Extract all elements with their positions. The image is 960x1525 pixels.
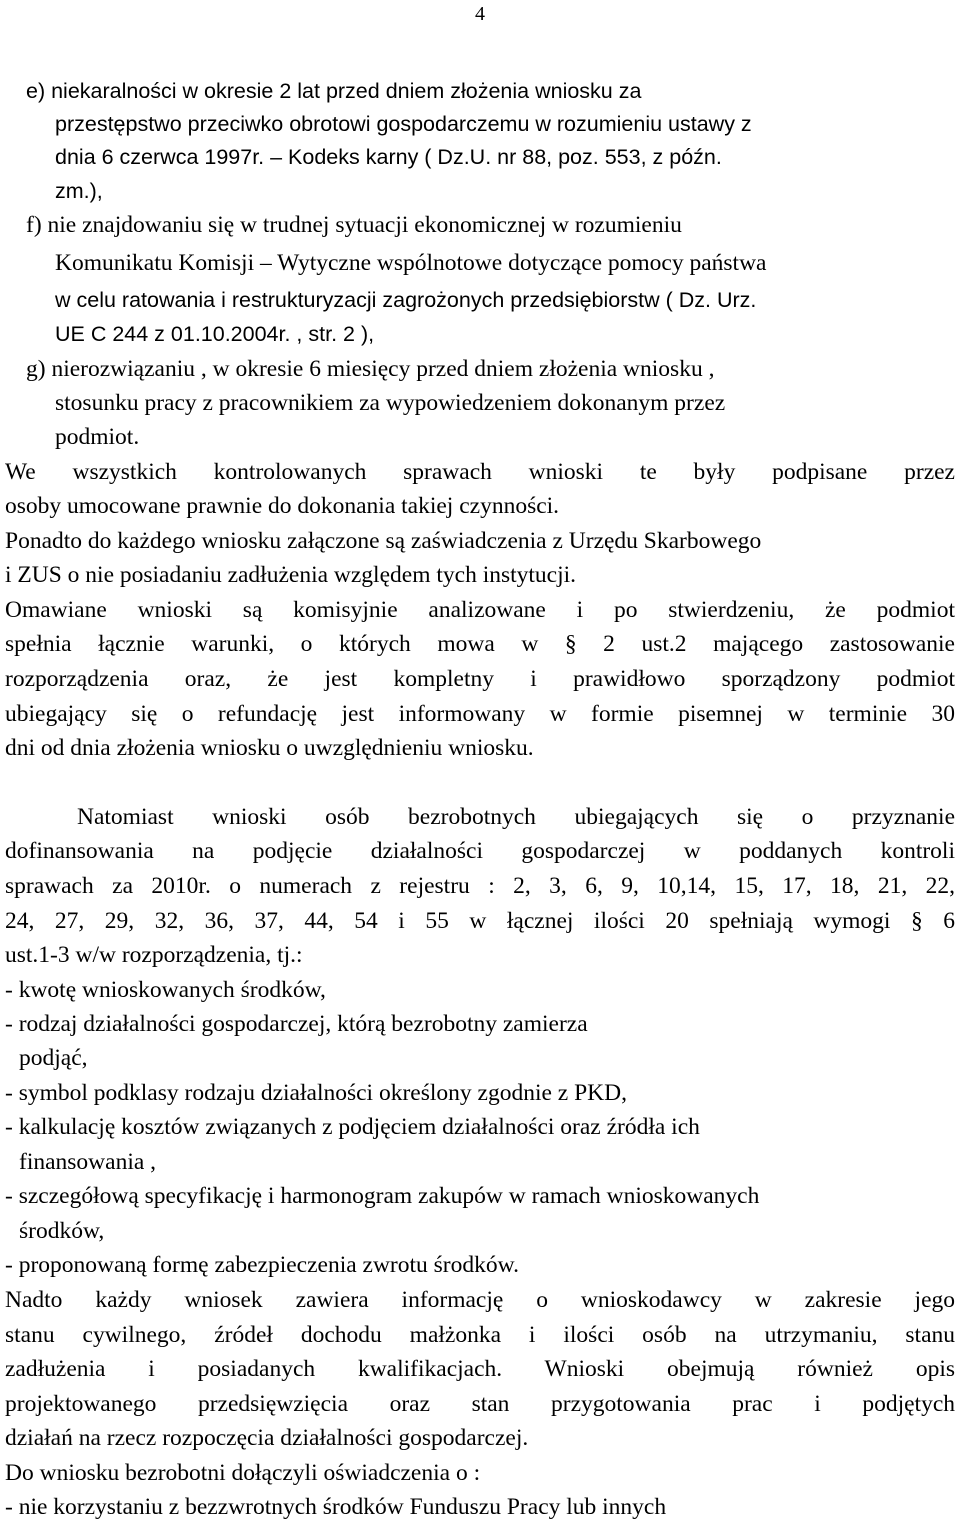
text-line: podmiot.: [55, 424, 140, 450]
list-item: - kalkulację kosztów związanych z podjęciem działalności oraz źródła ich: [5, 1114, 700, 1140]
text-line: w celu ratowania i restrukturyzacji zagrożonych przedsiębiorstw ( Dz. Urz.: [55, 288, 757, 312]
text-line: sprawach za 2010r. o numerach z rejestru : 2, 3, 6, 9, 10,14, 15, 17, 18, 21, 22,: [5, 873, 955, 899]
text-line: rozporządzenia oraz, że jest kompletny i prawidłowo sporządzony podmiot: [5, 666, 955, 692]
text-line: projektowanego przedsięwzięcia oraz stan przygotowania prac i podjętych: [5, 1391, 955, 1417]
text-line: spełnia łącznie warunki, o których mowa w § 2 ust.2 mającego zastosowanie: [5, 631, 955, 657]
text-line: We wszystkich kontrolowanych sprawach wnioski te były podpisane przez: [5, 459, 955, 485]
text-line: stosunku pracy z pracownikiem za wypowiedzeniem dokonanym przez: [55, 390, 726, 416]
list-item: - szczegółową specyfikację i harmonogram zakupów w ramach wnioskowanych: [5, 1183, 760, 1209]
text-line: Natomiast wnioski osób bezrobotnych ubiegających się o przyznanie: [77, 804, 955, 830]
text-line: i ZUS o nie posiadaniu zadłużenia względem tych instytucji.: [5, 562, 577, 588]
text-line: UE C 244 z 01.10.2004r. , str. 2 ),: [55, 322, 375, 346]
text-line: stanu cywilnego, źródeł dochodu małżonka i ilości osób na utrzymaniu, stanu: [5, 1322, 955, 1348]
text-line: Komunikatu Komisji – Wytyczne wspólnotowe dotyczące pomocy państwa: [55, 250, 767, 276]
list-item-continuation: środków,: [19, 1218, 105, 1244]
list-item: - kwotę wnioskowanych środków,: [5, 977, 326, 1003]
list-item: - proponowaną formę zabezpieczenia zwrotu środków.: [5, 1252, 519, 1278]
text-line: Nadto każdy wniosek zawiera informację o wnioskodawcy w zakresie jego: [5, 1287, 955, 1313]
text-line: dni od dnia złożenia wniosku o uwzględnieniu wniosku.: [5, 735, 534, 761]
list-item-continuation: podjąć,: [19, 1045, 88, 1071]
text-line: Omawiane wnioski są komisyjnie analizowane i po stwierdzeniu, że podmiot: [5, 597, 955, 623]
text-line: e) niekaralności w okresie 2 lat przed dniem złożenia wniosku za: [26, 79, 642, 103]
text-line: ust.1-3 w/w rozporządzenia, tj.:: [5, 942, 303, 968]
list-item: - rodzaj działalności gospodarczej, którą bezrobotny zamierza: [5, 1011, 588, 1037]
text-line: ubiegający się o refundację jest informowany w formie pisemnej w terminie 30: [5, 701, 955, 727]
text-line: dofinansowania na podjęcie działalności gospodarczej w poddanych kontroli: [5, 838, 955, 864]
text-line: działań na rzecz rozpoczęcia działalności gospodarczej.: [5, 1425, 529, 1451]
list-item: - symbol podklasy rodzaju działalności określony zgodnie z PKD,: [5, 1080, 627, 1106]
text-line: f) nie znajdowaniu się w trudnej sytuacji ekonomicznej w rozumieniu: [26, 212, 682, 238]
text-line: przestępstwo przeciwko obrotowi gospodarczemu w rozumieniu ustawy z: [55, 112, 752, 136]
text-line: zm.),: [55, 179, 103, 203]
list-item-continuation: finansowania ,: [19, 1149, 157, 1175]
list-item: - nie korzystaniu z bezzwrotnych środków Funduszu Pracy lub innych: [5, 1494, 667, 1520]
text-line: dnia 6 czerwca 1997r. – Kodeks karny ( Dz.U. nr 88, poz. 553, z późn.: [55, 145, 722, 169]
text-line: Ponadto do każdego wniosku załączone są zaświadczenia z Urzędu Skarbowego: [5, 528, 762, 554]
text-line: zadłużenia i posiadanych kwalifikacjach. Wnioski obejmują również opis: [5, 1356, 955, 1382]
text-line: Do wniosku bezrobotni dołączyli oświadczenia o :: [5, 1460, 481, 1486]
text-line: osoby umocowane prawnie do dokonania takiej czynności.: [5, 493, 560, 519]
text-line: g) nierozwiązaniu , w okresie 6 miesięcy przed dniem złożenia wniosku ,: [26, 356, 715, 382]
text-line: 24, 27, 29, 32, 36, 37, 44, 54 i 55 w łącznej ilości 20 spełniają wymogi § 6: [5, 908, 955, 934]
page-number: 4: [475, 3, 485, 25]
